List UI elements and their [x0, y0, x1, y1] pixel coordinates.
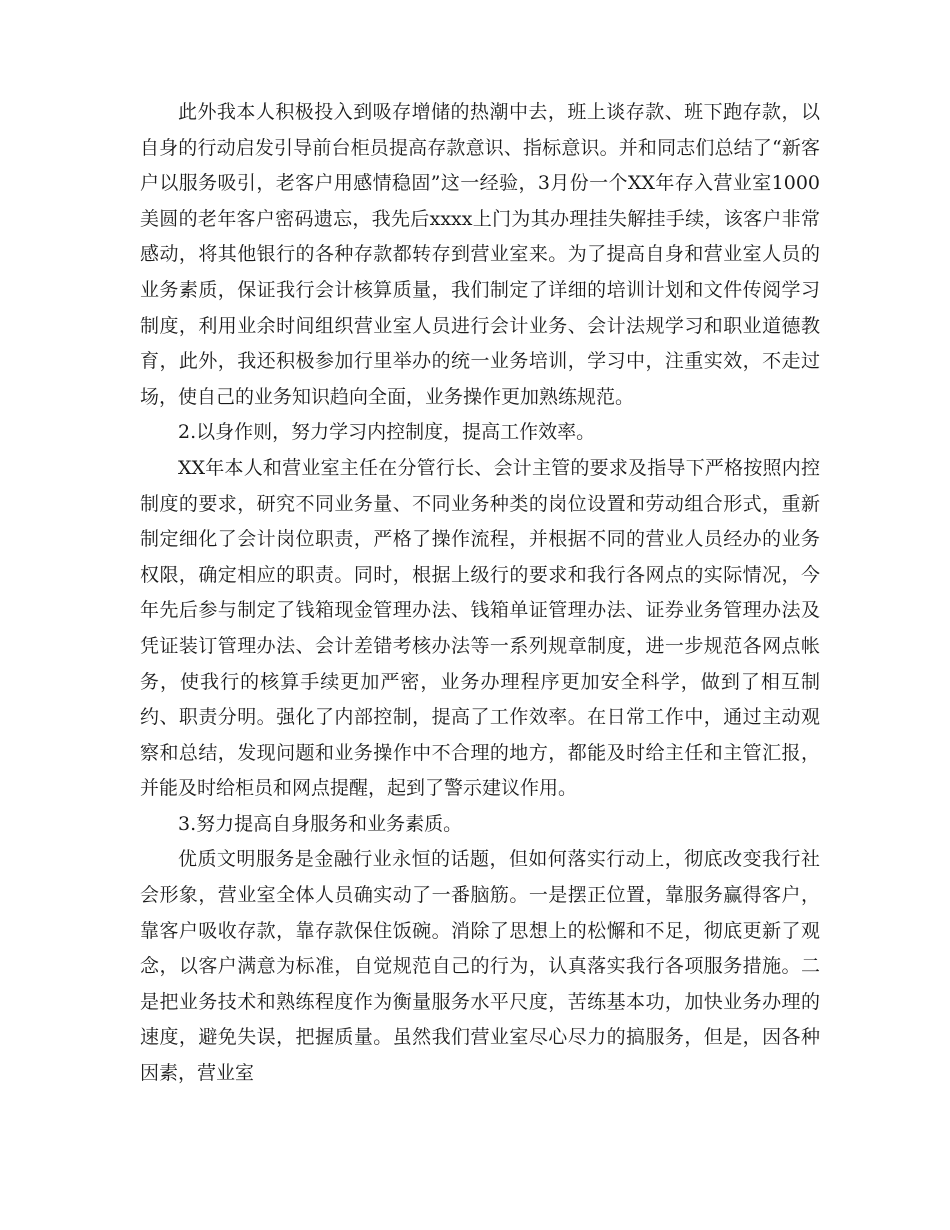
document-body [140, 95, 820, 1092]
paragraph-internal-control: XX年本人和营业室主任在分管行长、会计主管的要求及指导下严格按照内控制度的要求，研究不同业务量、不同业务种类的岗位设置和劳动组合形式，重新制定细化了会计岗位职责，严格了操作流程，并根据不同的营业人员经办的业务权限，确定相应的职责。同时，根据上级行的要求和我行各网点的实际情况，今年先后参与制定了钱箱现金管理办法、钱箱单证管理办法、证券业务管理办法及凭证装订管理办法、会计差错考核办法等一系列规章制度，进一步规范各网点帐务，使我行的核算手续更加严密，业务办理程序更加安全科学，做到了相互制约、职责分明。强化了内部控制，提高了工作效率。在日常工作中，通过主动观察和总结，发现问题和业务操作中不合理的地方，都能及时给主任和主管汇报，并能及时给柜员和网点提醒，起到了警示建议作用。 [140, 456, 820, 800]
paragraph-service-quality: 优质文明服务是金融行业永恒的话题，但如何落实行动上，彻底改变我行社会形象，营业室全体人员确实动了一番脑筋。一是摆正位置，靠服务赢得客户，靠客户吸收存款，靠存款保住饭碗。消除了思想上的松懈和不足，彻底更新了观念，以客户满意为标准，自觉规范自己的行为，认真落实我行各项服务措施。二是把业务技术和熟练程度作为衡量服务水平尺度，苦练基本功，加快业务办理的速度，避免失误，把握质量。虽然我们营业室尽心尽力的搞服务，但是，因各种因素，营业室 [140, 848, 820, 1085]
section-heading-service-quality: 3.努力提高自身服务和业务素质。 [178, 812, 463, 835]
paragraph-deposit-efforts: 此外我本人积极投入到吸存增储的热潮中去，班上谈存款、班下跑存款，以自身的行动启发引导前台柜员提高存款意识、指标意识。并和同志们总结了“新客户以服务吸引，老客户用感情稳固”这一经验，3月份一个XX年存入营业室1000美圆的老年客户密码遗忘，我先后xxxx上门为其办理挂失解挂手续，该客户非常感动，将其他银行的各种存款都转存到营业室来。为了提高自身和营业室人员的业务素质，保证我行会计核算质量，我们制定了详细的培训计划和文件传阅学习制度，利用业余时间组织营业室人员进行会计业务、会计法规学习和职业道德教育，此外，我还积极参加行里举办的统一业务培训，学习中，注重实效，不走过场，使自己的业务知识趋向全面，业务操作更加熟练规范。 [140, 101, 820, 408]
section-heading-internal-control: 2.以身作则，努力学习内控制度，提高工作效率。 [178, 421, 596, 444]
